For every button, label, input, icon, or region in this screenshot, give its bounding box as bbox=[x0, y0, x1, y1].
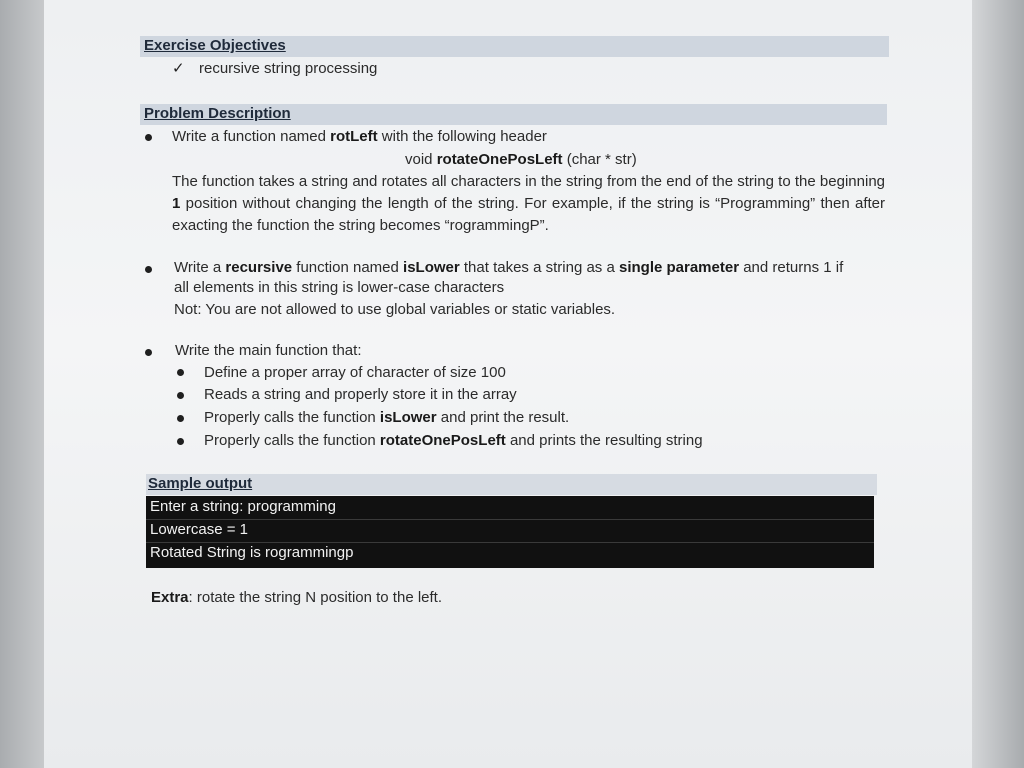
task3-sub4 bbox=[204, 432, 703, 449]
task3-sub3-bold: isLower bbox=[379, 409, 437, 426]
bullet-icon bbox=[177, 392, 184, 399]
task1-intro-text-end: with the following header bbox=[377, 128, 547, 145]
task2-bold-recursive: recursive bbox=[225, 259, 293, 276]
task3-sub2: Reads a string and properly store it in the array bbox=[204, 386, 517, 403]
task2-line1 bbox=[174, 259, 843, 276]
function-signature bbox=[405, 151, 637, 168]
extra-text: : rotate the string N position to the left. bbox=[188, 589, 443, 606]
bullet-icon bbox=[145, 134, 152, 141]
bullet-icon bbox=[177, 369, 184, 376]
task2-text-3: that takes a string as a bbox=[459, 259, 619, 276]
signature-params: (char * str) bbox=[562, 151, 637, 168]
background-left bbox=[0, 0, 44, 768]
task3-sub4-text: Properly calls the function bbox=[204, 432, 380, 449]
task3-sub3-text-end: and print the result. bbox=[436, 409, 570, 426]
task1-desc-part2: position without changing the length of the string. For example, if the string is “Programming” then after exacting the function the string becomes “rogrammingP”. bbox=[172, 195, 885, 234]
problem-title: Problem Description bbox=[144, 105, 291, 122]
signature-return-type: void bbox=[405, 151, 437, 168]
task2-line3: Not: You are not allowed to use global variables or static variables. bbox=[174, 301, 616, 318]
task1-desc-part1: The function takes a string and rotates all characters in the string from the end of the string to the beginning bbox=[172, 173, 885, 190]
task2-text-1: Write a bbox=[174, 259, 226, 276]
task1-description bbox=[172, 171, 885, 237]
console-divider bbox=[146, 542, 874, 543]
function-name-rotleft: rotLeft bbox=[330, 128, 378, 145]
sample-output-line: Enter a string: programming bbox=[150, 498, 336, 515]
extra-label: Extra bbox=[151, 589, 189, 606]
task2-bold-islower: isLower bbox=[403, 259, 460, 276]
task2-text-4: and returns 1 if bbox=[739, 259, 844, 276]
task1-desc-bold: 1 bbox=[172, 195, 181, 212]
document-page bbox=[44, 0, 972, 768]
sample-output-line: Lowercase = 1 bbox=[150, 521, 248, 538]
task3-intro: Write the main function that: bbox=[175, 342, 362, 359]
bullet-icon bbox=[177, 438, 184, 445]
task3-sub3 bbox=[204, 409, 569, 426]
task3-sub4-text-end: and prints the resulting string bbox=[505, 432, 703, 449]
objective-item: recursive string processing bbox=[199, 60, 378, 77]
bullet-icon bbox=[145, 349, 152, 356]
bullet-icon bbox=[145, 266, 152, 273]
task2-line2: all elements in this string is lower-case characters bbox=[174, 279, 505, 296]
sample-output-line: Rotated String is rogrammingp bbox=[150, 544, 354, 561]
background-right bbox=[972, 0, 1024, 768]
sample-title: Sample output bbox=[148, 475, 253, 492]
sample-output-console bbox=[146, 496, 874, 568]
sample-header bbox=[146, 474, 877, 495]
objectives-header bbox=[140, 36, 889, 57]
task3-sub1: Define a proper array of character of size 100 bbox=[204, 364, 506, 381]
extra-line bbox=[151, 589, 442, 606]
task3-sub3-text: Properly calls the function bbox=[204, 409, 380, 426]
objectives-title: Exercise Objectives bbox=[144, 37, 286, 54]
task3-sub4-bold: rotateOnePosLeft bbox=[379, 432, 506, 449]
bullet-icon bbox=[177, 415, 184, 422]
task1-intro bbox=[172, 128, 547, 145]
task2-bold-single-parameter: single parameter bbox=[618, 259, 740, 276]
task1-intro-text: Write a function named bbox=[172, 128, 331, 145]
check-icon: ✓ bbox=[172, 60, 185, 77]
task2-text-2: function named bbox=[292, 259, 404, 276]
problem-header bbox=[140, 104, 887, 125]
signature-function-name: rotateOnePosLeft bbox=[436, 151, 563, 168]
console-divider bbox=[146, 519, 874, 520]
